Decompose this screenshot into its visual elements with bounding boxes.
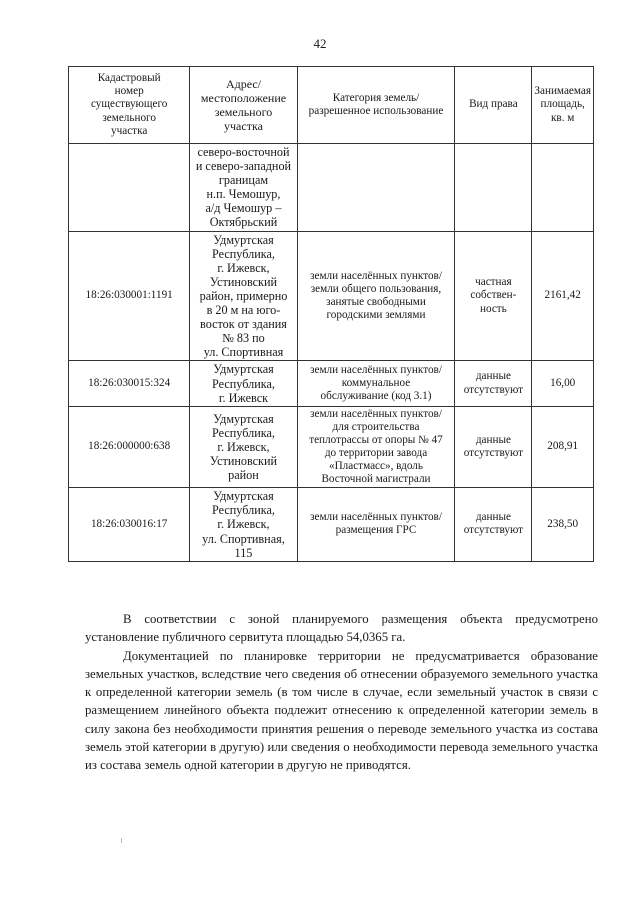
cell-address: Удмуртская Республика, г. Ижевск, Устиновский район [190,406,297,488]
table-row [69,406,594,488]
header-land-category: Категория земель/ разрешенное использование [297,67,455,144]
header-cadastral-number: Кадастровый номер существующего земельного участка [69,67,190,144]
cell-right: частная собствен- ность [455,231,532,361]
header-occupied-area: Занимаемая площадь, кв. м [532,67,594,144]
cell-area: 208,91 [532,406,594,488]
header-right-type: Вид права [455,67,532,144]
cell-area: 238,50 [532,488,594,561]
cell-category: земли населённых пунктов/ коммунальное обслуживание (код 3.1) [297,361,455,406]
header-address: Адрес/ местоположение земельного участка [190,67,297,144]
table-row [69,144,594,232]
cell-address: Удмуртская Республика, г. Ижевск, Устиновский район, примерно в 20 м на юго- восток от здания № 83 по ул. Спортивная [190,231,297,361]
cell-category: земли населённых пунктов/ для строительства теплотрассы от опоры № 47 до территории завода «Пластмасс», вдоль Восточной магистрали [297,406,455,488]
paragraph-land-formation: Документацией по планировке территории не предусматривается образование земельных участков, вследствие чего сведения об отнесении образуемого земельного участка к определенной категории земель (в том числе в случае, если земельный участок в связи с размещением линейного объекта подлежит отнесению к определенной категории земель в силу закона без необходимости принятия решения о переводе земельного участка из состава земель этой категории в другую) или сведения о необходимости перевода земельного участка из состава земель одной категории в другую не приводятся. [85,648,598,773]
table-header-row [69,67,594,144]
page-number: 42 [313,36,327,51]
cell-category: земли населённых пунктов/ земли общего пользования, занятые свободными городскими землями [297,231,455,361]
cell-cadastral [69,144,190,232]
cell-category: земли населённых пунктов/ размещения ГРС [297,488,455,561]
cell-right: данные отсутствуют [455,488,532,561]
table-row [69,231,594,361]
cell-address: Удмуртская Республика, г. Ижевск [190,361,297,406]
cell-right [455,144,532,232]
cell-address: Удмуртская Республика, г. Ижевск, ул. Спортивная, 115 [190,488,297,561]
cell-cadastral: 18:26:030015:324 [69,361,190,406]
cell-area: 2161,42 [532,231,594,361]
table-row [69,361,594,406]
cell-cadastral: 18:26:030001:1191 [69,231,190,361]
cell-right: данные отсутствуют [455,361,532,406]
land-plots-table [68,66,594,562]
table-row [69,488,594,561]
cell-category [297,144,455,232]
cell-right: данные отсутствуют [455,406,532,488]
cell-cadastral: 18:26:000000:638 [69,406,190,488]
cell-area [532,144,594,232]
cell-cadastral: 18:26:030016:17 [69,488,190,561]
scan-mark [121,838,122,843]
cell-area: 16,00 [532,361,594,406]
cell-address: северо-восточной и северо-западной границам н.п. Чемошур, а/д Чемошур – Октябрьский [190,144,297,232]
paragraph-easement: В соответствии с зоной планируемого размещения объекта предусмотрено установление публичного сервитута площадью 54,0365 га. [85,611,598,644]
